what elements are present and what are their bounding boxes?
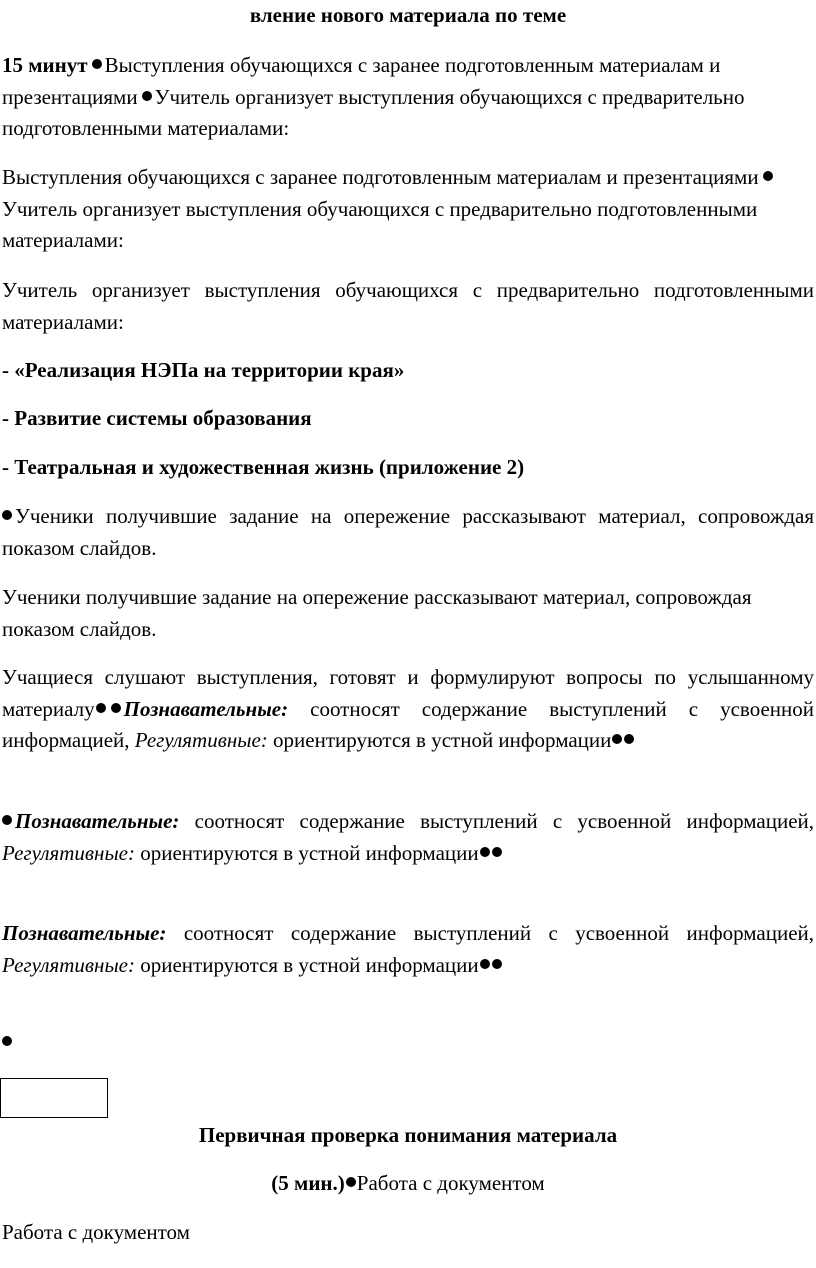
regulatory-label: Регулятивные: (134, 728, 268, 752)
regulatory-text: ориентируются в устной информации (140, 840, 479, 865)
bullet-icon (480, 847, 490, 857)
paragraph-2 (2, 162, 814, 257)
section-heading: вление нового материала по теме (249, 3, 567, 27)
section-2-task-text: Работа с документом (356, 1171, 545, 1195)
paragraph-4 (2, 501, 814, 564)
bullet-icon (2, 1036, 12, 1046)
paragraph-7 (2, 806, 814, 869)
bullet-icon (2, 510, 12, 520)
paragraph-8 (2, 918, 814, 981)
paragraph-3: Учитель организует выступления обучающихся с предварительно подготовленными материалами: (2, 278, 814, 334)
time-label: 15 минут (2, 53, 88, 77)
paragraph-2-text-a: Выступления обучающихся с заранее подготовленным материалам и презентациями (2, 165, 759, 189)
bullet-icon (2, 815, 12, 825)
paragraph-1-text-b: Учитель организует выступления обучающихся с предварительно подготовленными материалами: (2, 84, 745, 140)
paragraph-6 (2, 662, 814, 757)
bullet-icon (624, 734, 634, 744)
regulatory-label: Регулятивные: (2, 840, 135, 865)
regulatory-text: ориентируются в устной информации (273, 728, 612, 752)
section-2-time: (5 мин.) (271, 1171, 345, 1195)
list-item-education: - Развитие системы образования (2, 406, 312, 430)
paragraph-5: Ученики получившие задание на опережение рассказывают материал, сопровождая показом слайдов. (2, 585, 752, 641)
section-2-title: Первичная проверка понимания материала (198, 1123, 618, 1147)
list-item-theatre: - Театральная и художественная жизнь (приложение 2) (2, 455, 525, 479)
bullet-icon (96, 703, 106, 713)
bullet-icon (92, 59, 102, 69)
paragraph-9 (2, 1027, 814, 1059)
bullet-icon (492, 847, 502, 857)
last-paragraph: Работа с документом (2, 1220, 190, 1244)
cognitive-text: соотносят содержание выступлений с усвоенной информацией, (2, 696, 814, 752)
cognitive-text: соотносят содержание выступлений с усвоенной информацией, (194, 809, 814, 833)
regulatory-text: ориентируются в устной информации (140, 952, 479, 977)
cognitive-label: Познавательные: (123, 696, 289, 721)
bullet-icon (612, 734, 622, 744)
bullet-icon (492, 959, 502, 969)
section-2-task (2, 1168, 814, 1200)
paragraph-2-text-b: Учитель организует выступления обучающихся с предварительно подготовленными материалами: (2, 196, 758, 252)
bullet-icon (111, 703, 121, 713)
paragraph-6-text: Учащиеся слушают выступления, готовят и формулируют вопросы по услышанному материалу (2, 665, 814, 721)
bullet-icon (346, 1177, 356, 1187)
bullet-icon (480, 959, 490, 969)
cognitive-text: соотносят содержание выступлений с усвоенной информацией, (183, 921, 815, 945)
cognitive-label: Познавательные: (15, 809, 180, 833)
cognitive-label: Познавательные: (2, 921, 167, 945)
bullet-icon (763, 171, 773, 181)
empty-table-cell (0, 1078, 108, 1118)
bullet-icon (142, 91, 152, 101)
regulatory-label: Регулятивные: (2, 952, 135, 977)
paragraph-1 (2, 50, 814, 145)
paragraph-4-text: Ученики получившие задание на опережение рассказывают материал, сопровождая показом слайдов. (2, 504, 814, 560)
paragraph-1-text-a: Выступления обучающихся с заранее подготовленным материалам и презентациями (2, 53, 721, 109)
list-item-nep: - «Реализация НЭПа на территории края» (2, 358, 405, 382)
